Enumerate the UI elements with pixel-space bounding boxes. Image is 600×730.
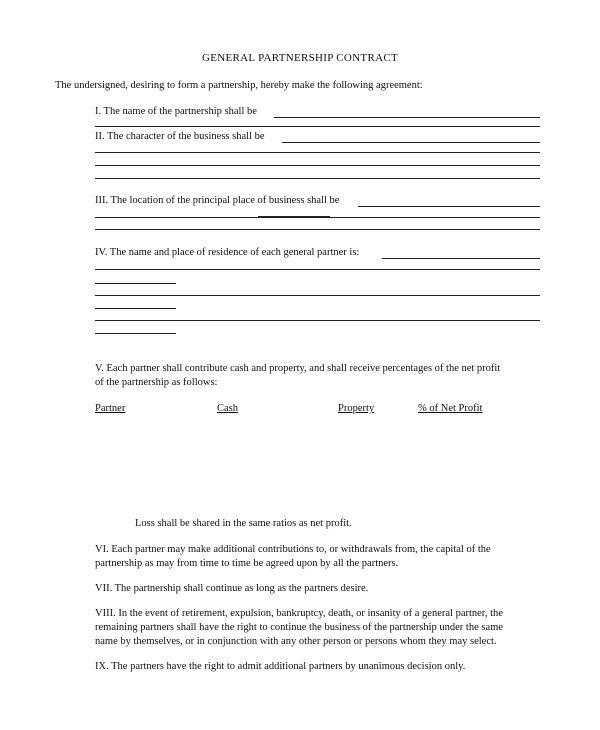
section-8-line-3: name by themselves, or in conjunction with any other person or persons whom they may select.	[95, 636, 497, 647]
section-6-line-1: VI. Each partner may make additional contributions to, or withdrawals from, the capital of the	[95, 544, 491, 555]
section-1-text: I. The name of the partnership shall be	[95, 106, 257, 117]
partner-line-2[interactable]	[95, 295, 540, 296]
section-9-text: IX. The partners have the right to admit additional partners by unanimous decision only.	[95, 661, 466, 672]
section-8-line-2: remaining partners shall have the right to continue the business of the partnership under the same	[95, 622, 503, 633]
partnership-name-field[interactable]	[274, 117, 540, 118]
section-5-line-2: of the partnership as follows:	[95, 377, 218, 388]
partner-line-1[interactable]	[95, 269, 540, 270]
section-7-text: VII. The partnership shall continue as long as the partners desire.	[95, 583, 369, 594]
header-cash: Cash	[217, 403, 238, 414]
partner-line-3[interactable]	[95, 320, 540, 321]
partner-line-2-short[interactable]	[95, 308, 176, 309]
business-location-field-line-2[interactable]	[95, 217, 540, 218]
section-6-line-2: partnership as may from time to time be agreed upon by all the partners.	[95, 558, 399, 569]
header-property: Property	[338, 403, 375, 414]
business-location-field-line-3[interactable]	[95, 229, 540, 230]
business-character-field-line-3[interactable]	[95, 165, 540, 166]
header-net-profit: % of Net Profit	[418, 403, 483, 414]
header-partner: Partner	[95, 403, 126, 414]
section-5-line-1: V. Each partner shall contribute cash and property, and shall receive percentages of the net profit	[95, 363, 501, 374]
section-4-text: IV. The name and place of residence of each general partner is:	[95, 247, 360, 258]
section-3-text: III. The location of the principal place of business shall be	[95, 195, 340, 206]
business-location-field-short[interactable]	[258, 216, 330, 217]
business-character-field-line-2[interactable]	[95, 152, 540, 153]
partners-residence-field[interactable]	[382, 258, 540, 259]
partner-line-1-short[interactable]	[95, 283, 176, 284]
business-location-field[interactable]	[358, 206, 540, 207]
loss-sharing-text: Loss shall be shared in the same ratios as net profit.	[135, 518, 352, 529]
intro-text: The undersigned, desiring to form a partnership, hereby make the following agreement:	[55, 80, 423, 91]
partnership-name-field-line-2[interactable]	[95, 126, 540, 127]
business-character-field-line-4[interactable]	[95, 178, 540, 179]
section-2-text: II. The character of the business shall be	[95, 131, 265, 142]
business-character-field[interactable]	[282, 142, 540, 143]
section-8-line-1: VIII. In the event of retirement, expulsion, bankruptcy, death, or insanity of a general partner, the	[95, 608, 503, 619]
partner-line-3-short[interactable]	[95, 333, 176, 334]
document-title: GENERAL PARTNERSHIP CONTRACT	[202, 52, 398, 64]
